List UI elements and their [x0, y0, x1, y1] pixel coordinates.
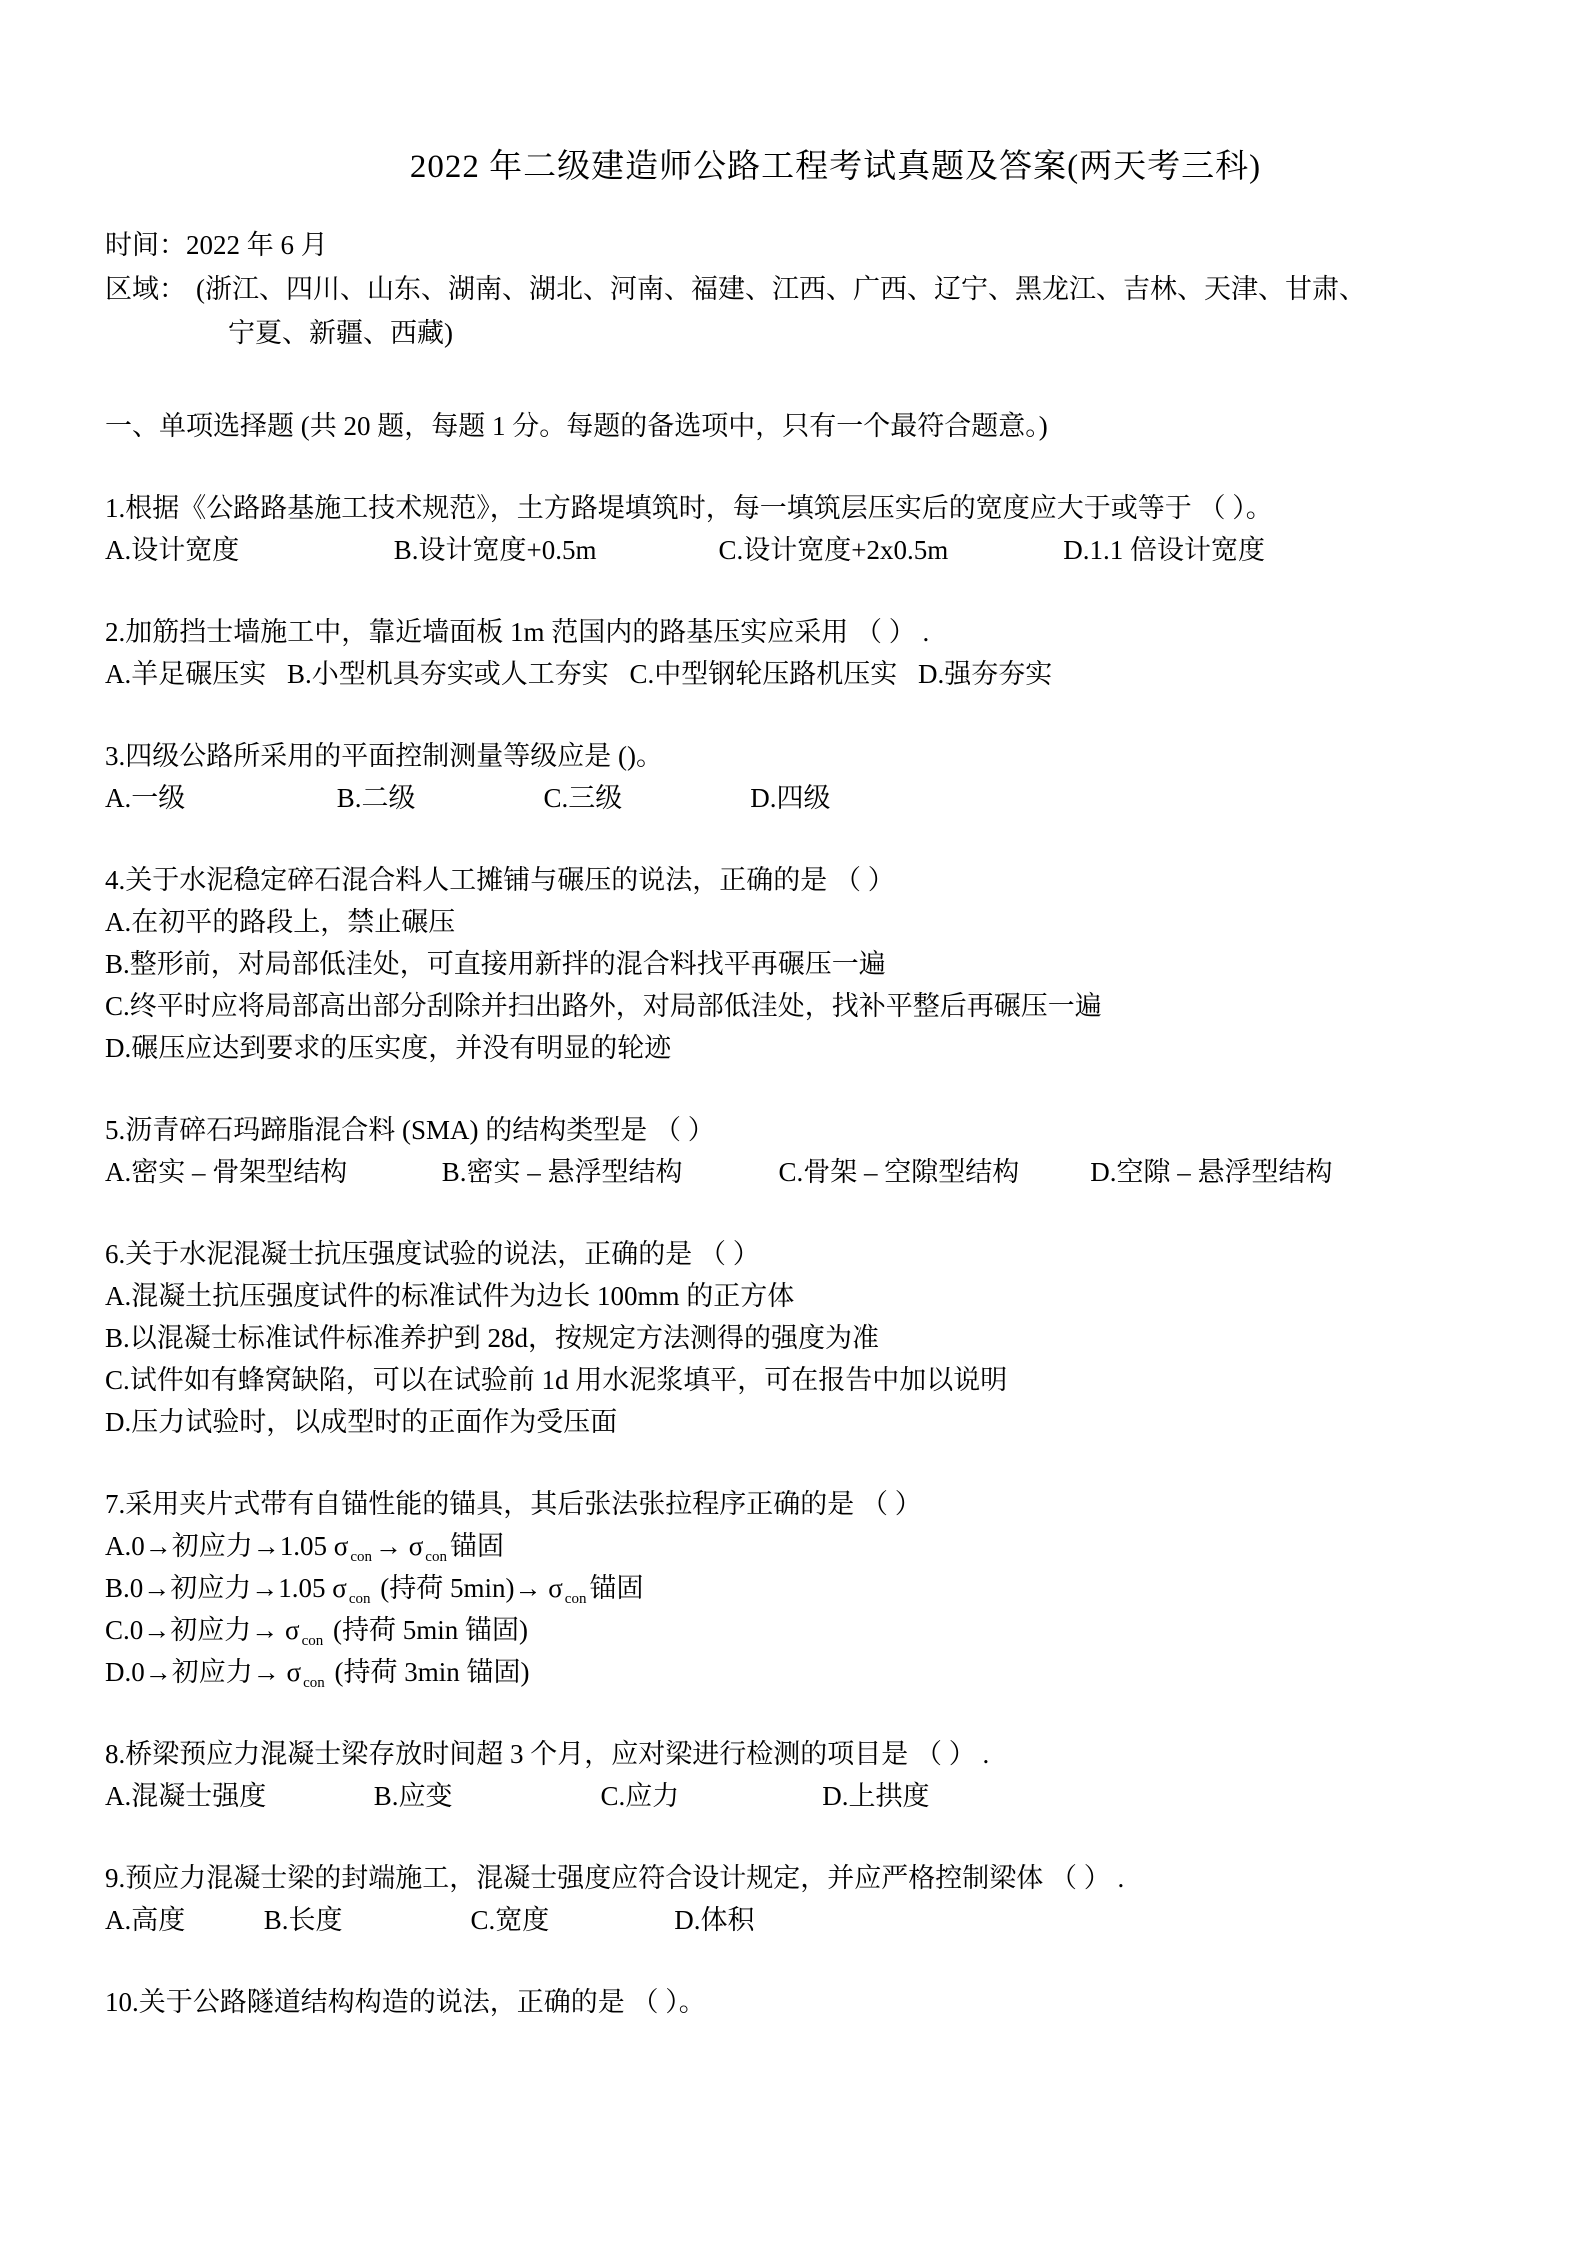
option-d: D.压力试验时，以成型时的正面作为受压面 — [105, 1407, 618, 1437]
question-8-options — [105, 1775, 1496, 1817]
question-5-stem: 5.沥青碎石玛蹄脂混合料 (SMA) 的结构类型是 （ ） — [105, 1115, 715, 1145]
region-line-1: (浙江、四川、山东、湖南、湖北、河南、福建、江西、广西、辽宁、黑龙江、吉林、天津、甘肃、 — [196, 274, 1366, 304]
option-b: B.密实 – 悬浮型结构 — [441, 1157, 683, 1187]
exam-meta — [105, 223, 1496, 355]
question-7 — [105, 1483, 1496, 1693]
option-c: C.宽度 — [470, 1905, 550, 1935]
option-c: C.0→初应力→ σ $_{con}$ (持荷 5min 锚固) — [105, 1615, 528, 1649]
section-header: 一、单项选择题 (共 20 题，每题 1 分。每题的备选项中，只有一个最符合题意。) — [105, 411, 1048, 441]
option-d: D.强夯夯实 — [918, 659, 1053, 689]
sigma-subscript: con — [425, 1549, 447, 1565]
option-a: A.混凝土抗压强度试件的标准试件为边长 100mm 的正方体 — [105, 1281, 795, 1311]
option-a: A.一级 — [105, 783, 186, 813]
option-b: B.小型机具夯实或人工夯实 — [287, 659, 609, 689]
question-1-stem: 1.根据《公路路基施工技术规范》，土方路堤填筑时，每一填筑层压实后的宽度应大于或等于 （ ）。 — [105, 493, 1273, 523]
region-label: 区域： — [105, 274, 186, 304]
option-a: A.混凝士强度 — [105, 1781, 267, 1811]
question-9-options — [105, 1899, 1496, 1941]
question-4-stem: 4.关于水泥稳定碎石混合料人工摊铺与碾压的说法，正确的是 （ ） — [105, 865, 895, 895]
sigma-subscript: con — [564, 1591, 587, 1607]
question-2-options — [105, 653, 1496, 695]
question-2-stem: 2.加筋挡士墙施工中，靠近墙面板 1m 范国内的路基压实应采用 （ ） . — [105, 617, 930, 647]
option-d: D.四级 — [750, 783, 831, 813]
question-10 — [105, 1981, 1496, 2023]
option-b: B.0→初应力→1.05 σ $_{con}$ (持荷 5min)→ σ $_{con}$ 锚固 — [105, 1573, 644, 1607]
option-d: D.体积 — [674, 1905, 755, 1935]
exam-time: 时间：2022 年 6 月 — [105, 230, 328, 260]
option-a: A.0→初应力→1.05 σ $_{con}$ → σ $_{con}$ 锚固 — [105, 1531, 504, 1565]
option-a: A.高度 — [105, 1905, 186, 1935]
option-b: B.长度 — [263, 1905, 343, 1935]
option-d: D.碾压应达到要求的压实度，并没有明显的轮迹 — [105, 1033, 672, 1063]
question-6 — [105, 1233, 1496, 1443]
sigma-subscript: con — [303, 1675, 325, 1691]
option-c: C.中型钢轮压路机压实 — [629, 659, 898, 689]
option-a: A.设计宽度 — [105, 535, 240, 565]
question-10-stem: 10.关于公路隧道结构构造的说法，正确的是 （ ）。 — [105, 1987, 706, 2017]
question-9-stem: 9.预应力混凝士梁的封端施工，混凝士强度应符合设计规定，并应严格控制梁体 （ ） . — [105, 1863, 1125, 1893]
option-c: C.应力 — [600, 1781, 680, 1811]
sigma-subscript: con — [350, 1549, 372, 1565]
option-b: B.设计宽度+0.5m — [393, 535, 597, 565]
question-4 — [105, 859, 1496, 1069]
question-9 — [105, 1857, 1496, 1941]
question-6-stem: 6.关于水泥混凝士抗压强度试验的说法，正确的是 （ ） — [105, 1239, 760, 1269]
region-line-2: 宁夏、新疆、西藏) — [228, 318, 453, 348]
question-8 — [105, 1733, 1496, 1817]
question-2 — [105, 611, 1496, 695]
option-d: D.1.1 倍设计宽度 — [1063, 535, 1265, 565]
question-3 — [105, 735, 1496, 819]
option-c: C.试件如有蜂窝缺陷，可以在试验前 1d 用水泥浆填平，可在报告中加以说明 — [105, 1365, 1008, 1395]
option-d: D.0→初应力→ σ $_{con}$ (持荷 3min 锚固) — [105, 1657, 530, 1691]
question-3-options — [105, 777, 1496, 819]
option-c: C.终平时应将局部高出部分刮除并扫出路外，对局部低洼处，找补平整后再碾压一遍 — [105, 991, 1102, 1021]
page-title: 2022 年二级建造师公路工程考试真题及答案(两天考三科) — [409, 149, 1262, 185]
question-8-stem: 8.桥梁预应力混凝士梁存放时间超 3 个月，应对梁进行检测的项目是 （ ） . — [105, 1739, 990, 1769]
option-a: A.在初平的路段上，禁止碾压 — [105, 907, 456, 937]
question-7-stem: 7.采用夹片式带有自锚性能的锚具，其后张法张拉程序正确的是 （ ） — [105, 1489, 922, 1519]
option-c: C.骨架 – 空隙型结构 — [778, 1157, 1020, 1187]
option-a: A.羊足碾压实 — [105, 659, 267, 689]
option-b: B.应变 — [373, 1781, 453, 1811]
sigma-subscript: con — [301, 1633, 324, 1649]
question-1 — [105, 487, 1496, 571]
region-value — [186, 267, 1496, 355]
option-d: D.上拱度 — [822, 1781, 930, 1811]
question-1-options — [105, 529, 1496, 571]
option-b: B.整形前，对局部低洼处，可直接用新拌的混合料找平再碾压一遍 — [105, 949, 886, 979]
question-5-options — [105, 1151, 1496, 1193]
option-c: C.三级 — [543, 783, 623, 813]
option-b: B.二级 — [336, 783, 416, 813]
question-5 — [105, 1109, 1496, 1193]
sigma-subscript: con — [348, 1591, 371, 1607]
exam-region — [105, 267, 1496, 355]
option-d: D.空隙 – 悬浮型结构 — [1090, 1157, 1333, 1187]
question-3-stem: 3.四级公路所采用的平面控制测量等级应是 ()。 — [105, 741, 663, 771]
option-c: C.设计宽度+2x0.5m — [718, 535, 949, 565]
option-b: B.以混凝士标准试件标准养护到 28d，按规定方法测得的强度为准 — [105, 1323, 880, 1353]
option-a: A.密实 – 骨架型结构 — [105, 1157, 348, 1187]
